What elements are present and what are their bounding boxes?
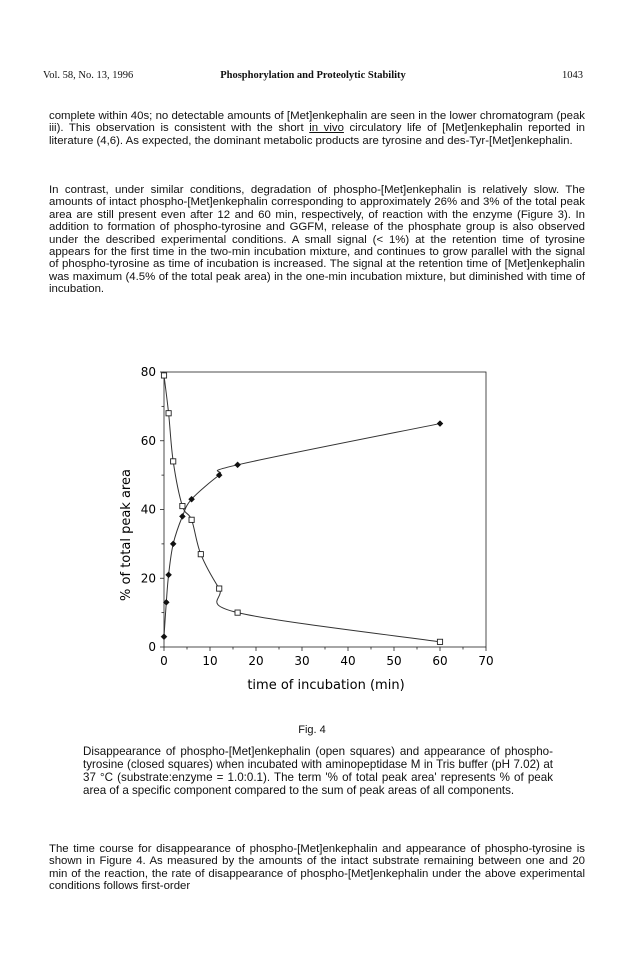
paragraph-1-in-vivo: in vivo	[309, 122, 344, 135]
y-tick-label: 40	[140, 502, 156, 517]
open-square-point	[235, 610, 240, 615]
x-tick-label: 40	[340, 654, 356, 668]
y-tick-label: 60	[140, 433, 156, 448]
y-tick-label: 80	[140, 365, 156, 379]
paragraph-3: The time course for disappearance of phospho-[Met]enkephalin and appearance of phospho-tyrosine is shown in Figure 4. As measured by the amounts of the intact substrate remaining between one and 20 min of the reaction, the rate of disappearance of phospho-[Met]enkephalin under the above experimental conditions follows first-order	[49, 843, 585, 893]
paragraph-1-text-b: circulatory life of [Met]enkephalin reported in literature (4,6). As expected, the dominant metabolic products are tyrosine and des-Tyr-[Met]enkephalin.	[49, 122, 585, 147]
chart-points	[161, 373, 443, 645]
journal-volume: Vol. 58, No. 13, 1996	[43, 70, 134, 81]
closed-point	[166, 572, 172, 578]
x-tick-label: 10	[202, 654, 218, 668]
closed-point	[161, 634, 167, 640]
x-axis-label: time of incubation (min)	[247, 678, 405, 693]
open-square-point	[180, 503, 185, 508]
paragraph-1	[49, 110, 585, 147]
x-tick-label: 70	[478, 654, 494, 668]
closed-point	[437, 421, 443, 427]
paragraph-2: In contrast, under similar conditions, degradation of phospho-[Met]enkephalin is relatively slow. The amounts of intact phospho-[Met]enkephalin corresponding to approximately 26% and 3% of the total peak area are still present even after 12 and 60 min, respectively, of reaction with the enzyme (Figure 3). In addition to formation of phospho-tyrosine and GGFM, release of the phosphate group is also observed under the described experimental conditions. A small signal (< 1%) at the retention time of tyrosine appears for the first time in the two-min incubation mixture, and continues to grow parallel with the signal of phospho-tyrosine as time of incubation is increased. The signal at the retention time of [Met]enkephalin was maximum (4.5% of the total peak area) in the one-min incubation mixture, but diminished with time of incubation.	[49, 184, 585, 296]
figure-label: Fig. 4	[298, 724, 326, 736]
open-square-point	[171, 459, 176, 464]
x-tick-label: 0	[160, 654, 168, 668]
open-square-point	[166, 411, 171, 416]
closed-point	[235, 462, 241, 468]
chart-axes	[141, 365, 494, 668]
x-tick-label: 50	[386, 654, 402, 668]
closed-point	[170, 541, 176, 547]
figure-4-chart	[105, 360, 515, 700]
open-square-point	[198, 552, 203, 557]
page-number: 1043	[562, 70, 583, 81]
x-tick-label: 20	[248, 654, 264, 668]
closed-point	[179, 513, 185, 519]
open-square-point	[437, 639, 442, 644]
figure-caption: Disappearance of phospho-[Met]enkephalin (open squares) and appearance of phospho-tyrosine (closed squares) when incubated with aminopeptidase M in Tris buffer (pH 7.02) at 37 °C (substrate:enzyme = 1.0:0.1). The term '% of total peak area' represents % of peak area of a specific component compared to the sum of peak areas of all components.	[83, 745, 553, 797]
open-square-point	[189, 517, 194, 522]
running-header	[43, 70, 583, 84]
y-tick-label: 20	[140, 571, 156, 586]
chart-lines	[164, 375, 440, 641]
x-tick-label: 30	[294, 654, 310, 668]
open-square-point	[217, 586, 222, 591]
series-1-curve	[164, 375, 440, 641]
y-axis-label: % of total peak area	[119, 469, 134, 601]
paragraph-1-text-a: complete within 40s; no detectable amounts of [Met]enkephalin are seen in the lower chromatogram (peak iii). This observation is consistent with the short	[49, 110, 585, 135]
y-tick-label: 0	[148, 640, 156, 654]
series-2-curve	[164, 424, 440, 637]
x-tick-label: 60	[432, 654, 448, 668]
running-title: Phosphorylation and Proteolytic Stability	[220, 70, 406, 81]
plot-frame	[164, 372, 486, 647]
open-square-point	[161, 373, 166, 378]
